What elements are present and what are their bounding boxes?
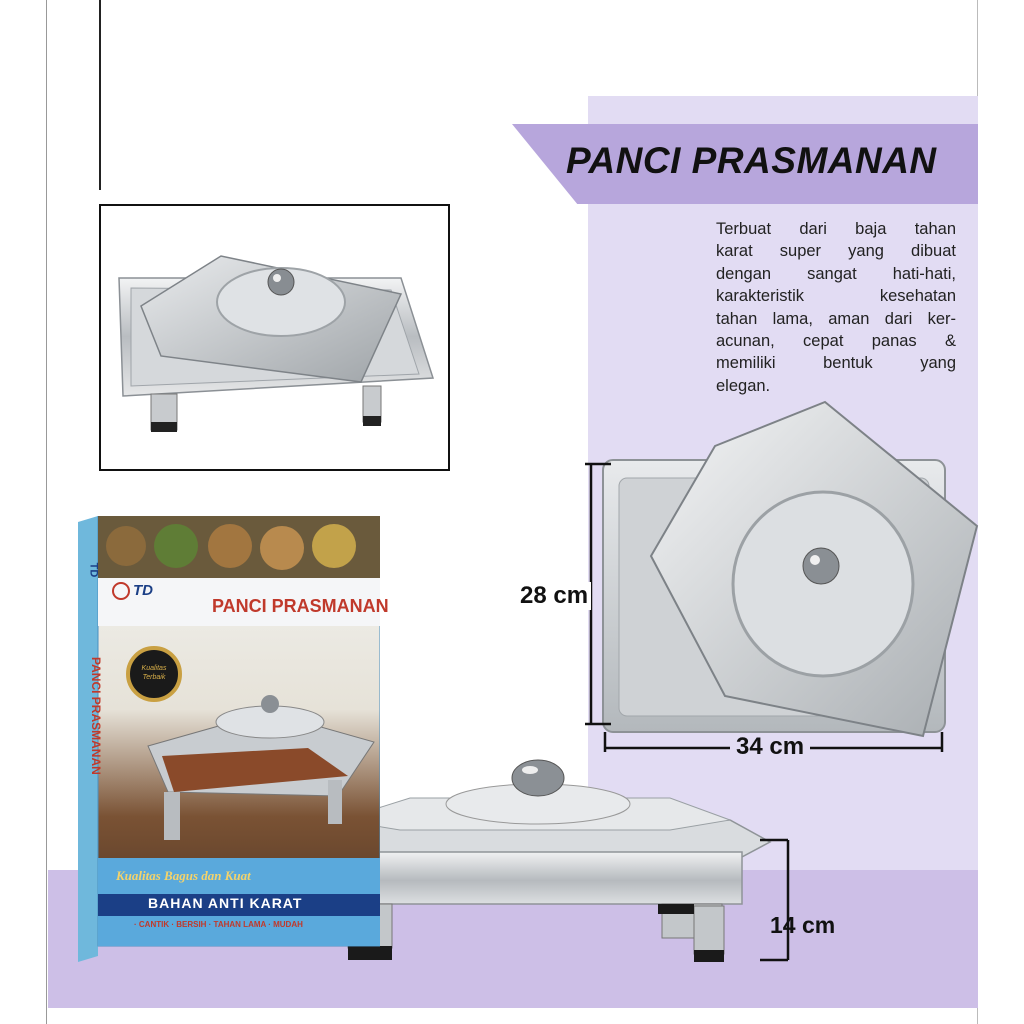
- product-photo-frame: [99, 204, 450, 471]
- depth-dimension-label: 14 cm: [770, 912, 836, 938]
- package-quality-badge: [132, 664, 176, 682]
- description-line: dengan sangat hati-hati,: [716, 264, 956, 283]
- package-slogan: Kualitas Bagus dan Kuat: [116, 868, 251, 883]
- left-border-top: [99, 0, 101, 190]
- package-logo-icon: [112, 582, 130, 600]
- package-side-brand: TD: [87, 562, 100, 578]
- left-border: [46, 0, 47, 1024]
- description-line: elegan.: [716, 376, 771, 395]
- description-line: memiliki bentuk yang: [716, 354, 956, 373]
- page-title: PANCI PRASMANAN: [566, 140, 937, 181]
- description-line: karakteristik kesehatan: [716, 287, 956, 306]
- product-photo-tray: [101, 206, 448, 469]
- description-line: karat super yang dibuat: [716, 242, 956, 261]
- description-line: tahan lama, aman dari ker-: [716, 309, 956, 328]
- package-side-text: PANCI PRASMANAN: [89, 657, 103, 775]
- width-dimension-label: 34 cm: [730, 733, 810, 761]
- badge-line: Terbaik: [142, 674, 166, 681]
- package-strip: BAHAN ANTI KARAT: [148, 895, 303, 911]
- package-brand: TD: [133, 582, 153, 599]
- product-package: [78, 516, 389, 962]
- product-description: [716, 218, 956, 397]
- description-line: acunan, cepat panas &: [716, 332, 956, 351]
- description-line: Terbuat dari baja tahan: [716, 220, 956, 238]
- package-brand-logo: [112, 582, 153, 600]
- package-title: PANCI PRASMANAN: [212, 596, 389, 616]
- dimension-tray: [585, 396, 980, 762]
- package-features: · CANTIK · BERSIH · TAHAN LAMA · MUDAH: [134, 920, 303, 929]
- badge-line: Kualitas: [141, 665, 167, 672]
- height-dimension-label: 28 cm: [517, 582, 591, 610]
